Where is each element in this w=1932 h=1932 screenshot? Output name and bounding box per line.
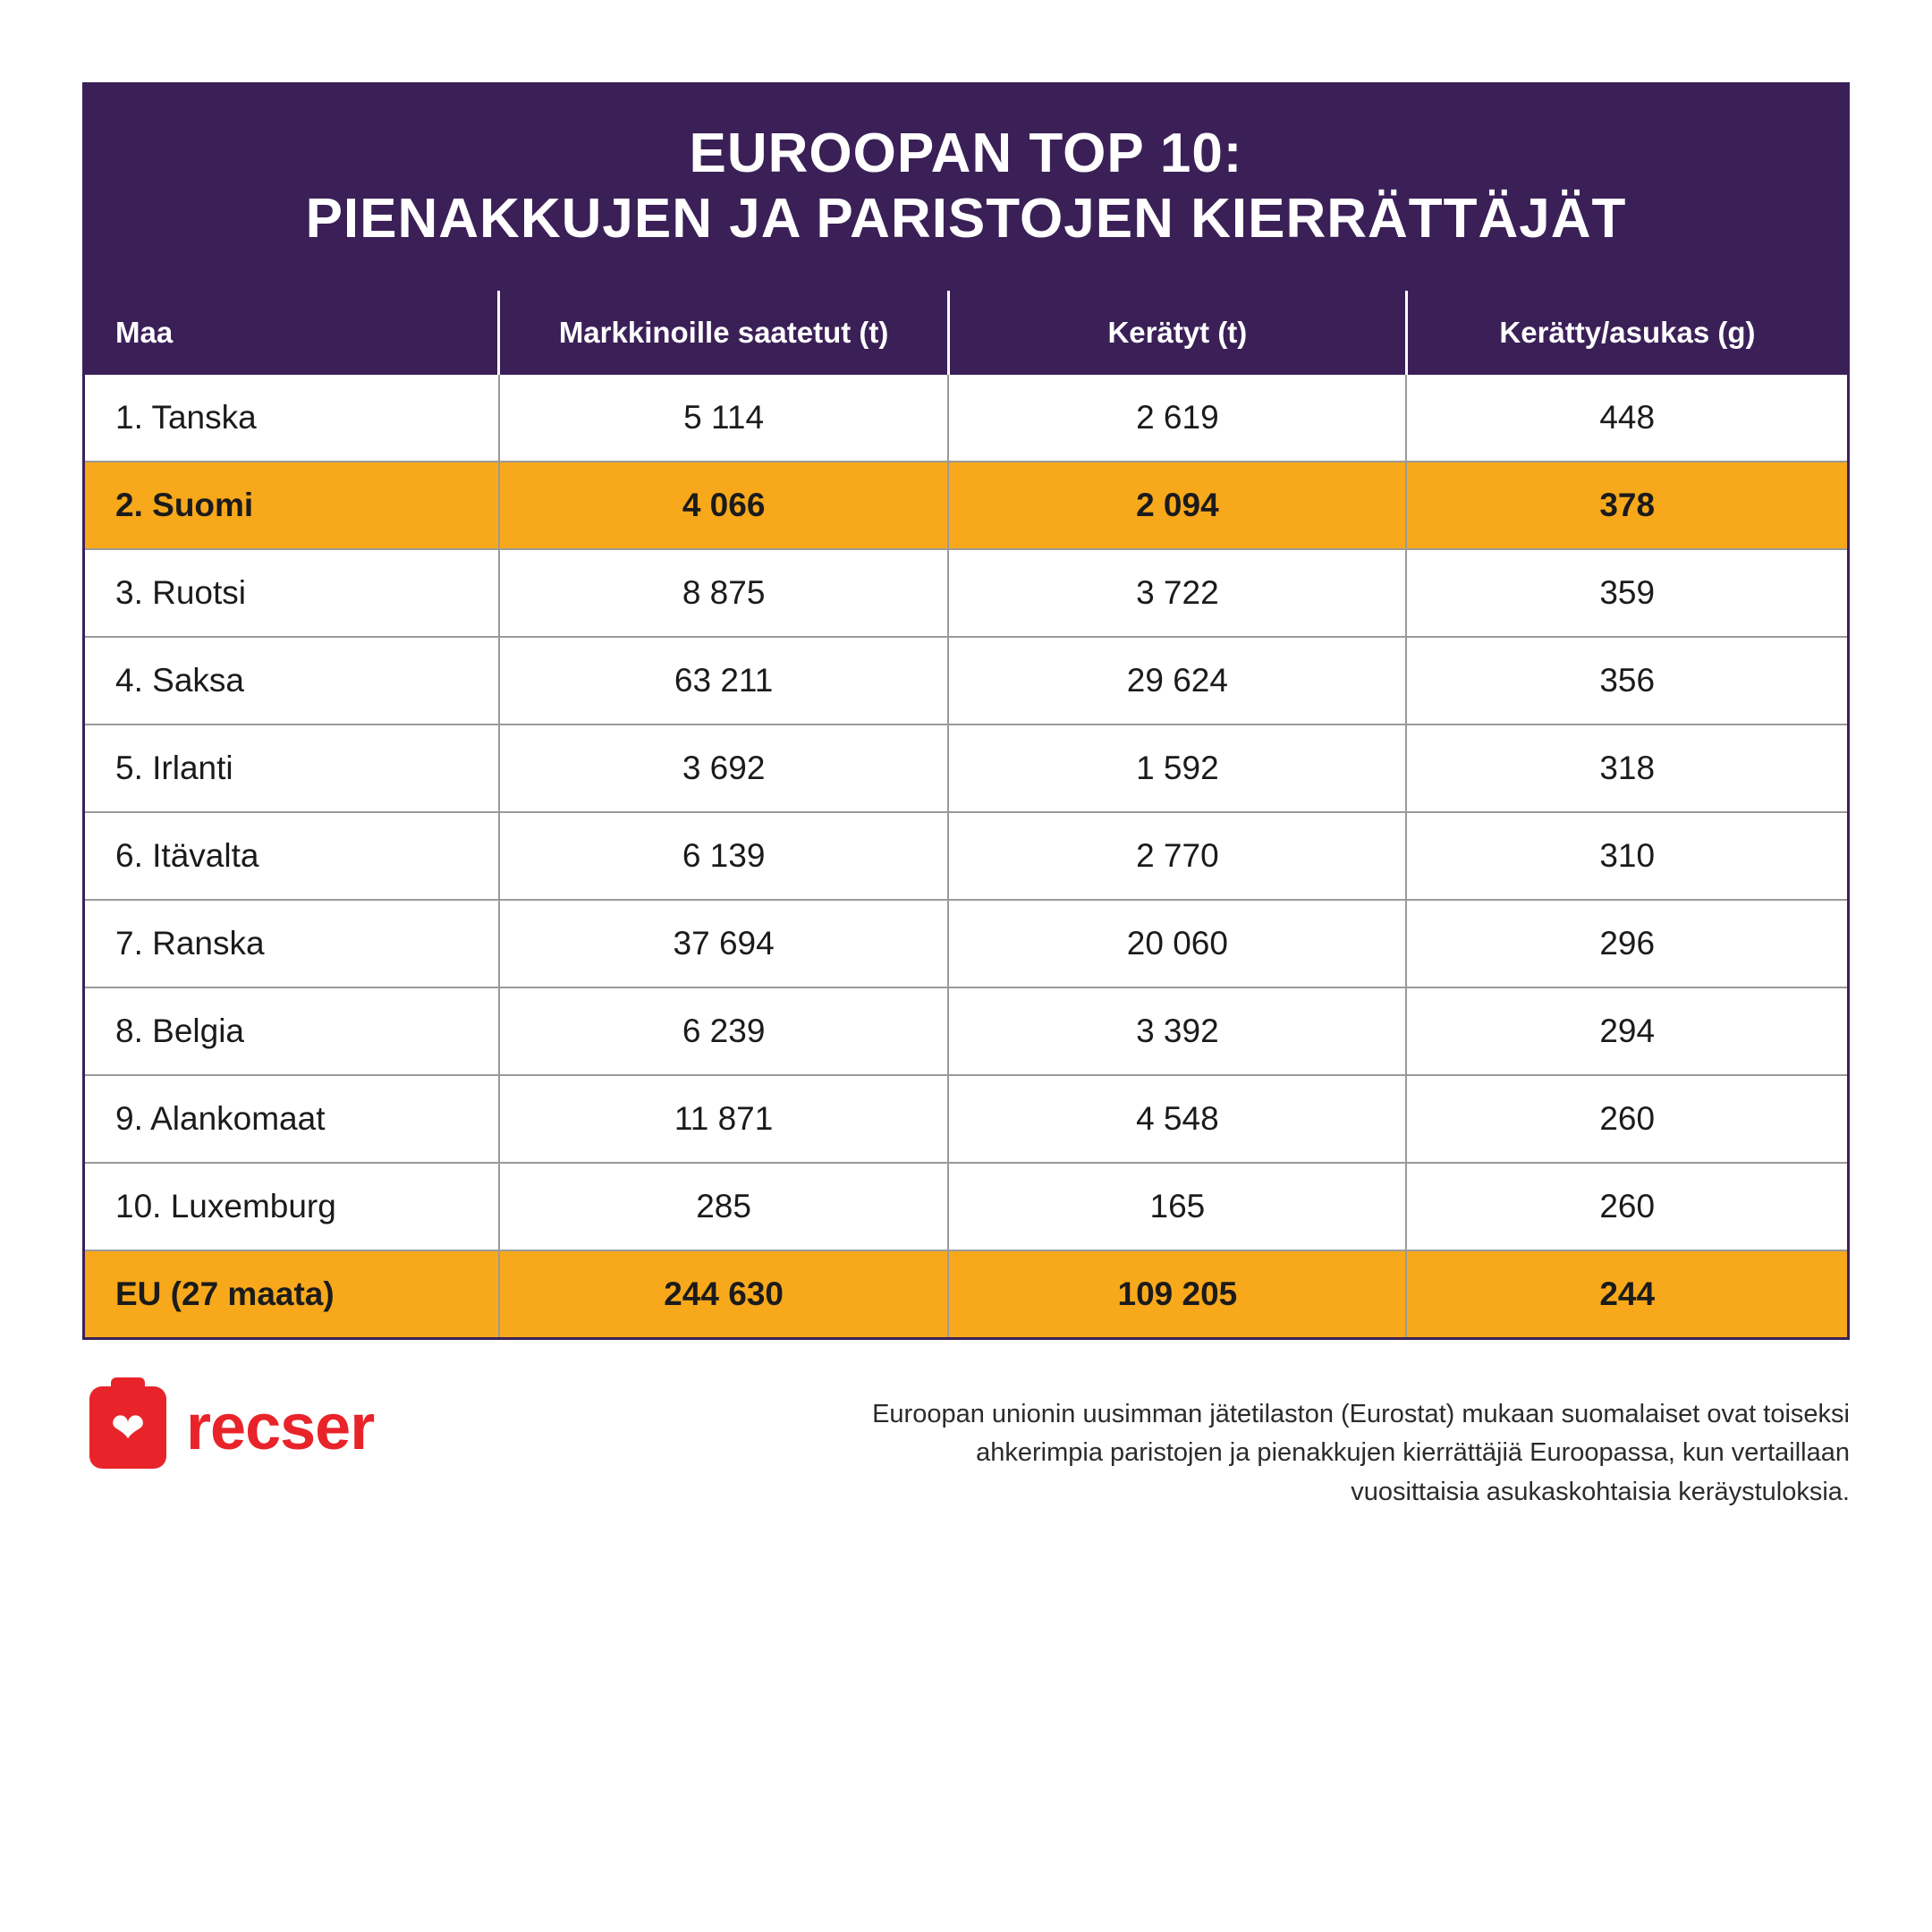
table-row [85, 1075, 1847, 1163]
title-line-2: PIENAKKUJEN JA PARISTOJEN KIERRÄTTÄJÄT [305, 188, 1627, 250]
page-title [85, 85, 1847, 291]
cell-placed: 63 211 [499, 637, 948, 724]
cell-collected: 3 392 [948, 987, 1406, 1075]
footer [82, 1386, 1850, 1513]
cell-placed: 5 114 [499, 375, 948, 462]
cell-per-capita: 244 [1406, 1250, 1847, 1337]
cell-collected: 3 722 [948, 549, 1406, 637]
cell-per-capita: 310 [1406, 812, 1847, 900]
cell-per-capita: 294 [1406, 987, 1847, 1075]
column-header-per-capita: Kerätty/asukas (g) [1406, 291, 1847, 374]
title-line-1: EUROOPAN TOP 10: [689, 123, 1243, 184]
cell-country: 1. Tanska [85, 375, 499, 462]
table-row [85, 900, 1847, 987]
cell-country: 4. Saksa [85, 637, 499, 724]
cell-collected: 20 060 [948, 900, 1406, 987]
cell-collected: 165 [948, 1163, 1406, 1250]
cell-collected: 2 619 [948, 375, 1406, 462]
table-row [85, 1163, 1847, 1250]
cell-per-capita: 260 [1406, 1075, 1847, 1163]
cell-per-capita: 318 [1406, 724, 1847, 812]
cell-collected: 2 770 [948, 812, 1406, 900]
table-body [85, 375, 1847, 1337]
cell-country: 10. Luxemburg [85, 1163, 499, 1250]
cell-country: 2. Suomi [85, 462, 499, 549]
cell-country: 6. Itävalta [85, 812, 499, 900]
table-row-highlighted [85, 462, 1847, 549]
cell-per-capita: 378 [1406, 462, 1847, 549]
cell-per-capita: 356 [1406, 637, 1847, 724]
ranking-table-card [82, 82, 1850, 1340]
cell-collected: 4 548 [948, 1075, 1406, 1163]
column-header-collected: Kerätyt (t) [948, 291, 1406, 374]
cell-country: 8. Belgia [85, 987, 499, 1075]
table-row [85, 375, 1847, 462]
cell-placed: 244 630 [499, 1250, 948, 1337]
table-header-row [85, 291, 1847, 374]
table-row [85, 724, 1847, 812]
cell-collected: 109 205 [948, 1250, 1406, 1337]
cell-collected: 1 592 [948, 724, 1406, 812]
cell-placed: 6 139 [499, 812, 948, 900]
table-header [85, 291, 1847, 374]
cell-placed: 37 694 [499, 900, 948, 987]
table-row-total [85, 1250, 1847, 1337]
cell-country: EU (27 maata) [85, 1250, 499, 1337]
cell-placed: 11 871 [499, 1075, 948, 1163]
cell-placed: 3 692 [499, 724, 948, 812]
source-caption: Euroopan unionin uusimman jätetilaston (Eurostat) mukaan suomalaiset ovat toiseksi ahkerimpia paristojen ja pienakkujen kierrättäjiä Euroopassa, kun vertaillaan vuosittaisia asukaskohtaisia keräystuloksia. [872, 1399, 1850, 1506]
column-header-country: Maa [85, 291, 499, 374]
cell-collected: 29 624 [948, 637, 1406, 724]
cell-country: 5. Irlanti [85, 724, 499, 812]
cell-collected: 2 094 [948, 462, 1406, 549]
brand-name: recser [186, 1391, 375, 1463]
cell-placed: 6 239 [499, 987, 948, 1075]
cell-country: 7. Ranska [85, 900, 499, 987]
table-row [85, 812, 1847, 900]
cell-country: 3. Ruotsi [85, 549, 499, 637]
ranking-table [85, 291, 1847, 1336]
cell-placed: 285 [499, 1163, 948, 1250]
heart-battery-icon [89, 1386, 166, 1469]
cell-country: 9. Alankomaat [85, 1075, 499, 1163]
cell-per-capita: 260 [1406, 1163, 1847, 1250]
column-header-placed: Markkinoille saatetut (t) [499, 291, 948, 374]
cell-placed: 8 875 [499, 549, 948, 637]
table-row [85, 637, 1847, 724]
cell-per-capita: 296 [1406, 900, 1847, 987]
heart-glyph: ❤ [110, 1403, 146, 1451]
table-row [85, 987, 1847, 1075]
cell-per-capita: 359 [1406, 549, 1847, 637]
cell-placed: 4 066 [499, 462, 948, 549]
table-row [85, 549, 1847, 637]
cell-per-capita: 448 [1406, 375, 1847, 462]
brand-logo [82, 1386, 374, 1469]
